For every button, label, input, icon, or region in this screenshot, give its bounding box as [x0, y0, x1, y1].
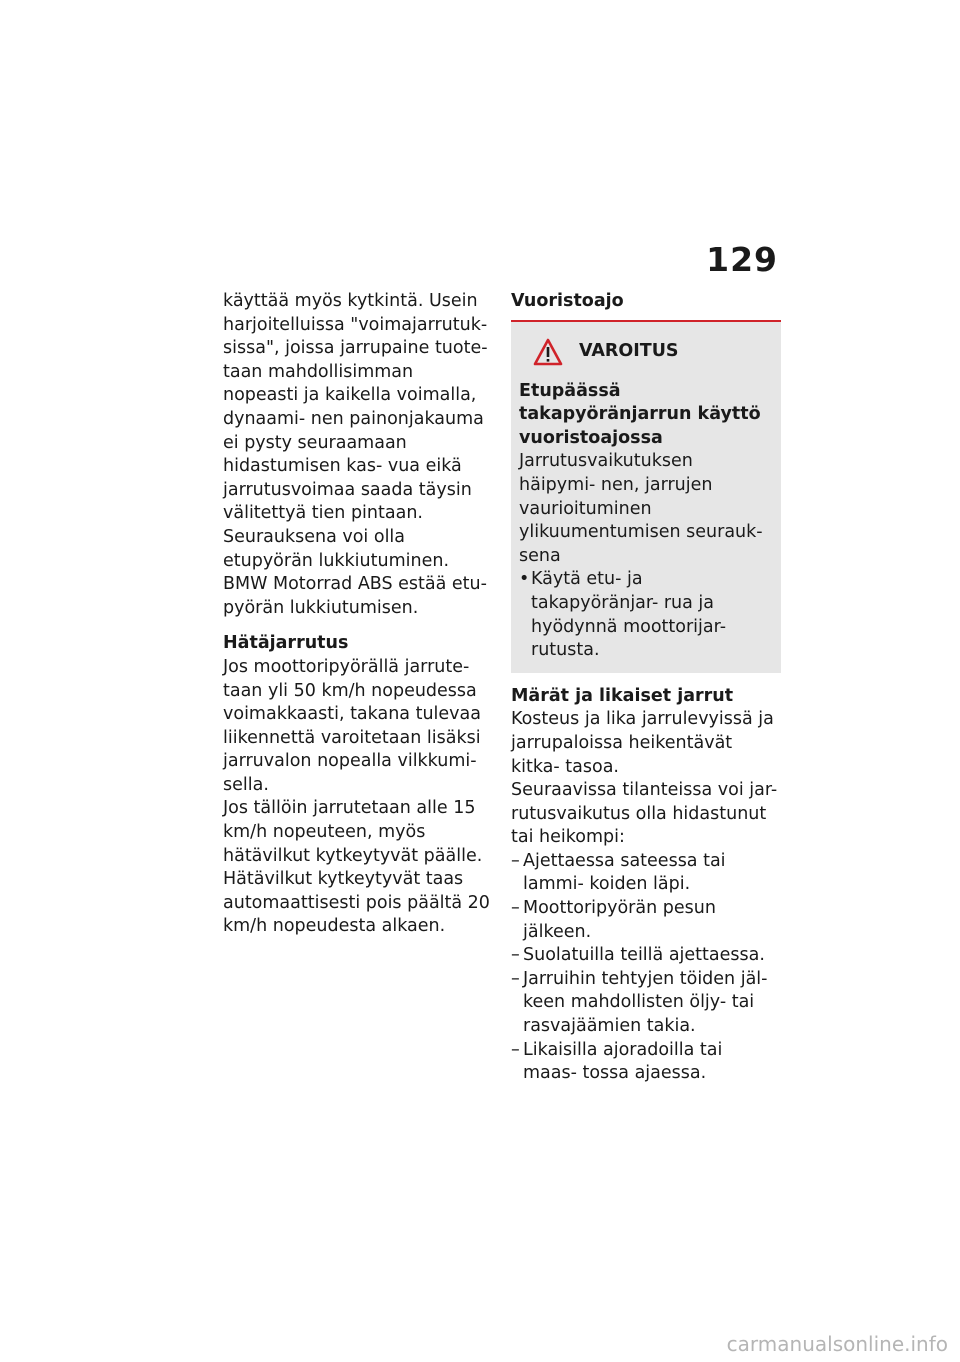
warning-header	[533, 338, 773, 366]
warning-title: Etupäässä takapyöränjarrun käyttö vuoristoajossa	[519, 380, 761, 448]
list-item-text: Jarruihin tehtyjen töiden jäl- keen mahdollisten öljy- tai rasvajäämien takia.	[523, 968, 768, 1037]
dash-mark: –	[511, 898, 520, 919]
dash-mark: –	[511, 1039, 520, 1060]
bullet-mark: •	[519, 569, 530, 590]
warning-bullet	[519, 568, 773, 662]
list-item	[511, 897, 781, 944]
list-item-text: Moottoripyörän pesun jälkeen.	[523, 898, 716, 942]
list-item-text: Ajettaessa sateessa tai lammi- koiden läpi.	[523, 850, 726, 895]
page-number: 129	[706, 240, 778, 279]
section-title: Vuoristoajo	[511, 290, 781, 322]
list-item	[511, 968, 781, 1039]
warning-box	[511, 322, 781, 673]
left-column	[223, 290, 491, 939]
paragraph: Kosteus ja lika jarrulevyissä ja jarrupaloissa heikentävät kitka- tasoa.	[511, 709, 774, 777]
paragraph: BMW Motorrad ABS estää etu- pyörän lukkiutumisen.	[223, 574, 487, 618]
right-column	[511, 290, 781, 1086]
paragraph: Seuraavissa tilanteissa voi jar- rutusvaikutus olla hidastunut tai heikompi:	[511, 780, 778, 848]
dash-mark: –	[511, 968, 520, 989]
list-item-text: Suolatuilla teillä ajettaessa.	[523, 945, 765, 966]
list-item-text: Likaisilla ajoradoilla tai maas- tossa ajaessa.	[523, 1039, 723, 1084]
watermark-logo: carmanualsonline.info	[726, 1332, 948, 1356]
paragraph: Hätävilkut kytkeytyvät taas automaattisesti pois päältä 20 km/h nopeudesta alkaen.	[223, 869, 490, 937]
warning-label: VAROITUS	[579, 340, 679, 361]
list-item	[511, 944, 781, 968]
paragraph: Jos tällöin jarrutetaan alle 15 km/h nopeuteen, myös hätävilkut kytkeytyvät päälle.	[223, 798, 483, 866]
list-item	[511, 1039, 781, 1086]
bullet-text: Käytä etu- ja takapyöränjar- rua ja hyödynnä moottorijar- rutusta.	[531, 569, 727, 661]
warning-text: Jarrutusvaikutuksen häipymi- nen, jarrujen vaurioituminen ylikuumentumisen seurauk- sena	[519, 451, 763, 566]
warning-triangle-icon	[533, 338, 563, 366]
dash-mark: –	[511, 850, 520, 871]
section-heading: Märät ja likaiset jarrut	[511, 685, 734, 706]
dash-list	[511, 850, 781, 1086]
paragraph: Jos moottoripyörällä jarrute- taan yli 50 km/h nopeudessa voimakkaasti, takana tulevaa liikennettä varoitetaan lisäksi jarruvalon nopealla vilkkumi- sella.	[223, 656, 481, 795]
list-item	[511, 850, 781, 897]
dash-mark: –	[511, 945, 520, 966]
section-heading: Hätäjarrutus	[223, 633, 349, 654]
paragraph: käyttää myös kytkintä. Usein harjoitelluissa "voimajarrutuk- sissa", joissa jarrupaine tuote- taan mahdollisimman nopeasti ja kaikella voimalla, dynaami- nen painonjakauma ei pysty seuraamaan hidastumisen kas- vua eikä jarrutusvoimaa saada täysin välitettyä tien pintaan. Seurauksena voi olla etupyörän lukkiutuminen.	[223, 291, 488, 571]
